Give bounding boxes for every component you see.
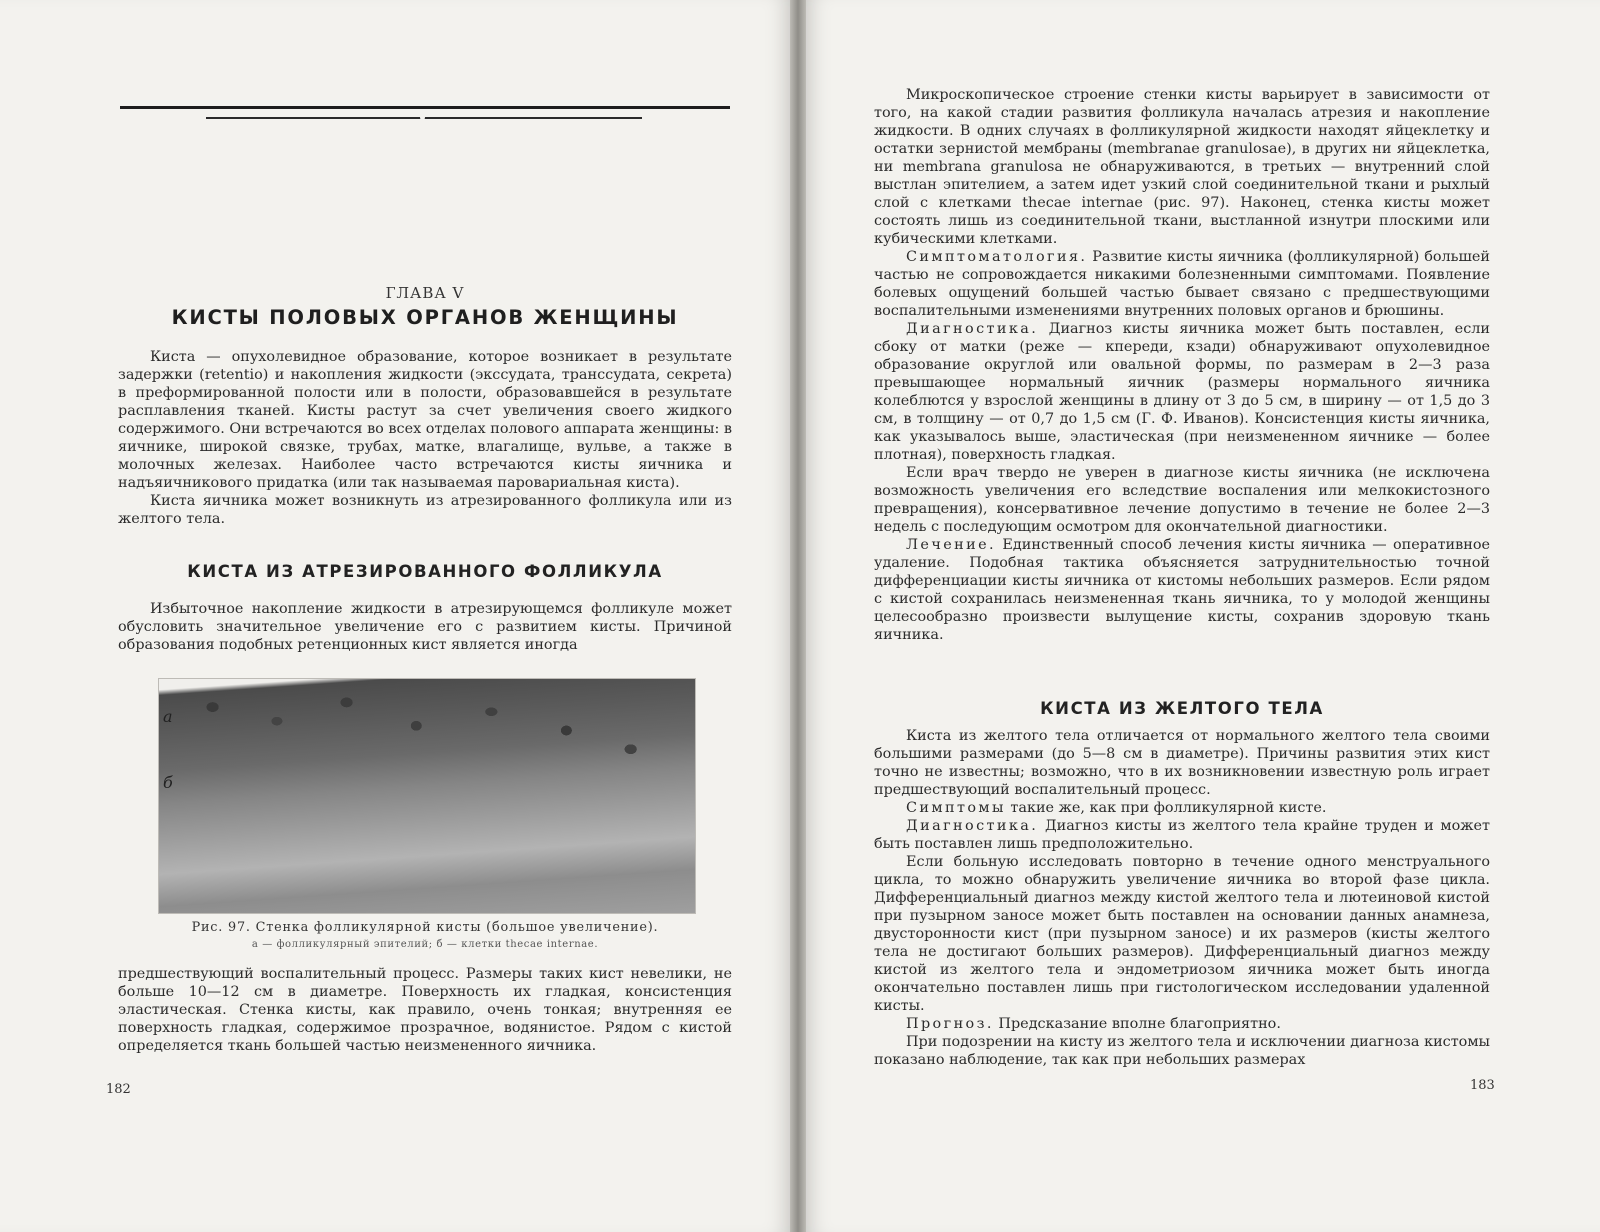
chapter-title: КИСТЫ ПОЛОВЫХ ОРГАНОВ ЖЕНЩИНЫ (171, 306, 679, 329)
treatment-body: Единственный способ лечения кисты яичника — оперативное удаление. Подобная тактика объясняется затруднительностью точной дифференциации кисты яичника от кистомы небольших размеров. Если рядом с кистой сохранилась неизмененная ткань яичника, то у молодой женщины целесообразно произвести вылущение кисты, сохранив здоровую ткань яичника. (874, 537, 1490, 643)
book-gutter (790, 0, 806, 1232)
chapter-label: ГЛАВА V (385, 284, 465, 302)
figure-label-b: б (163, 773, 173, 792)
symptoms-paragraph (874, 248, 1490, 320)
luteum-diagnosis-paragraph (874, 817, 1490, 853)
section-heading-corpus-luteum: КИСТА ИЗ ЖЕЛТОГО ТЕЛА (1040, 699, 1324, 718)
conservative-paragraph: Если врач твердо не уверен в диагнозе кисты яичника (не исключена возможность увеличения его вследствие воспаления или мелкокистозного превращения), консервативное лечение допустимо в течение не более 2—3 недель с последующим осмотром для окончательной диагностики. (874, 465, 1490, 535)
luteum-symptoms-lead: Симптомы (906, 800, 1006, 816)
left-page (0, 0, 790, 1232)
luteum-symptoms-body: такие же, как при фолликулярной кисте. (1005, 800, 1327, 816)
right-text-bottom (874, 727, 1490, 1069)
luteum-diagnosis-lead: Диагностика. (906, 818, 1039, 834)
figure-legend: а — фолликулярный эпителий; б — клетки thecae internae. (251, 939, 599, 950)
differential-paragraph: Если больную исследовать повторно в течение одного менструального цикла, то можно обнаружить увеличение яичника во второй фазе цикла. Дифференциальный диагноз между кистой желтого тела и лютеиновой кистой при пузырном заносе может быть поставлен на основании данных анамнеза, двусторонности кист (при пузырном заносе) и их размеров (кисты желтого тела не достигают больших размеров). Дифференциальный диагноз между кистой из желтого тела и эндометриозом яичника может быть иногда окончательно поставлен лишь при гистологическом исследовании удаленной кисты. (874, 854, 1490, 1014)
observation-paragraph: При подозрении на кисту из желтого тела и исключении диагноза кистомы показано наблюдение, так как при небольших размерах (874, 1034, 1490, 1068)
follicle-paragraph: Избыточное накопление жидкости в атрезирующемся фолликуле может обусловить значительное увеличение его с развитием кисты. Причиной образования подобных ретенционных кист является иногда (118, 601, 732, 653)
right-page (806, 0, 1600, 1232)
continued-text (118, 965, 732, 1055)
prognosis-body: Предсказание вполне благоприятно. (993, 1016, 1281, 1032)
page-number-left: 182 (106, 1082, 131, 1097)
header-rule-thick (120, 106, 730, 109)
prognosis-lead: Прогноз. (906, 1016, 994, 1032)
diagnosis-body: Диагноз кисты яичника может быть поставлен, если сбоку от матки (реже — кпереди, кзади) обнаруживают опухолевидное образование округлой или овальной формы, по размерам в 2—3 раза превышающее нормальный яичник (размеры нормального яичника колеблются у взрослой женщины в длину от 3 до 5 см, в ширину — от 1,5 до 3 см, в толщину — от 0,7 до 1,5 см (Г. Ф. Иванов). Консистенция кисты яичника, как указывалось выше, эластическая (при неизмененном яичнике — более плотная), поверхность гладкая. (874, 321, 1490, 463)
header-rule-dot (420, 115, 425, 120)
figure-label-a: а (163, 707, 173, 726)
diagnosis-paragraph (874, 320, 1490, 464)
micrograph-figure (158, 678, 696, 914)
intro-text (118, 348, 732, 528)
intro-paragraph-1: Киста — опухолевидное образование, которое возникает в результате задержки (retentio) и накопления жидкости (экссудата, транссудата, секрета) в преформированной полости или в полости, образовавшейся в результате расплавления тканей. Кисты растут за счет увеличения своего жидкого содержимого. Они встречаются во всех отделах полового аппарата женщины: в яичнике, широкой связке, трубах, матке, влагалище, вульве, а также в молочных железах. Наиболее часто встречаются кисты яичника и надъяичникового придатка (или так называемая паровариальная киста). (118, 349, 732, 491)
diagnosis-lead: Диагностика. (906, 321, 1039, 337)
treatment-lead: Лечение. (906, 537, 997, 553)
symptoms-lead: Симптоматология. (906, 249, 1088, 265)
corpus-luteum-paragraph: Киста из желтого тела отличается от нормального желтого тела своими большими размерами (до 5—8 см в диаметре). Причины развития этих кист точно не известны; возможно, что в их возникновении известную роль играет предшествующий воспалительный процесс. (874, 728, 1490, 798)
microscopy-paragraph: Микроскопическое строение стенки кисты варьирует в зависимости от того, на какой стадии развития фолликула началась атрезия и накопление жидкости. В одних случаях в фолликулярной жидкости находят яйцеклетку и остатки зернистой мембраны (membranae granulosae), в других ни яйцеклетка, ни membrana granulosa не обнаруживаются, в третьих — внутренний слой выстлан эпителием, а затем идет узкий слой соединительной ткани и рыхлый слой с клетками thecae internae (рис. 97). Наконец, стенка кисты может состоять лишь из соединительной ткани, выстланной изнутри плоскими или кубическими клетками. (874, 87, 1490, 247)
intro-paragraph-2: Киста яичника может возникнуть из атрезированного фолликула или из желтого тела. (118, 493, 732, 527)
page-number-right: 183 (1470, 1078, 1495, 1093)
prognosis-paragraph (874, 1015, 1490, 1033)
luteum-symptoms-paragraph (874, 799, 1490, 817)
luteum-diagnosis-body: Диагноз кисты из желтого тела крайне труден и может быть поставлен лишь предположительно. (874, 818, 1490, 852)
follicle-text (118, 600, 732, 654)
treatment-paragraph (874, 536, 1490, 644)
right-text-top (874, 86, 1490, 644)
section-heading-follicle: КИСТА ИЗ АТРЕЗИРОВАННОГО ФОЛЛИКУЛА (187, 562, 663, 581)
symptoms-body: Развитие кисты яичника (фолликулярной) большей частью не сопровождается никакими болезненными симптомами. Появление болевых ощущений большей частью бывает связано с предшествующими воспалительными изменениями внутренних половых органов и брюшины. (874, 249, 1490, 319)
continued-paragraph: предшествующий воспалительный процесс. Размеры таких кист невелики, не больше 10—12 см в диаметре. Поверхность их гладкая, консистенция эластическая. Стенка кисты, как правило, очень тонкая; внутренняя ее поверхность гладкая, содержимое прозрачное, водянистое. Рядом с кистой определяется ткань большей частью неизмененного яичника. (118, 966, 732, 1054)
figure-caption: Рис. 97. Стенка фолликулярной кисты (большое увеличение). (191, 920, 659, 935)
